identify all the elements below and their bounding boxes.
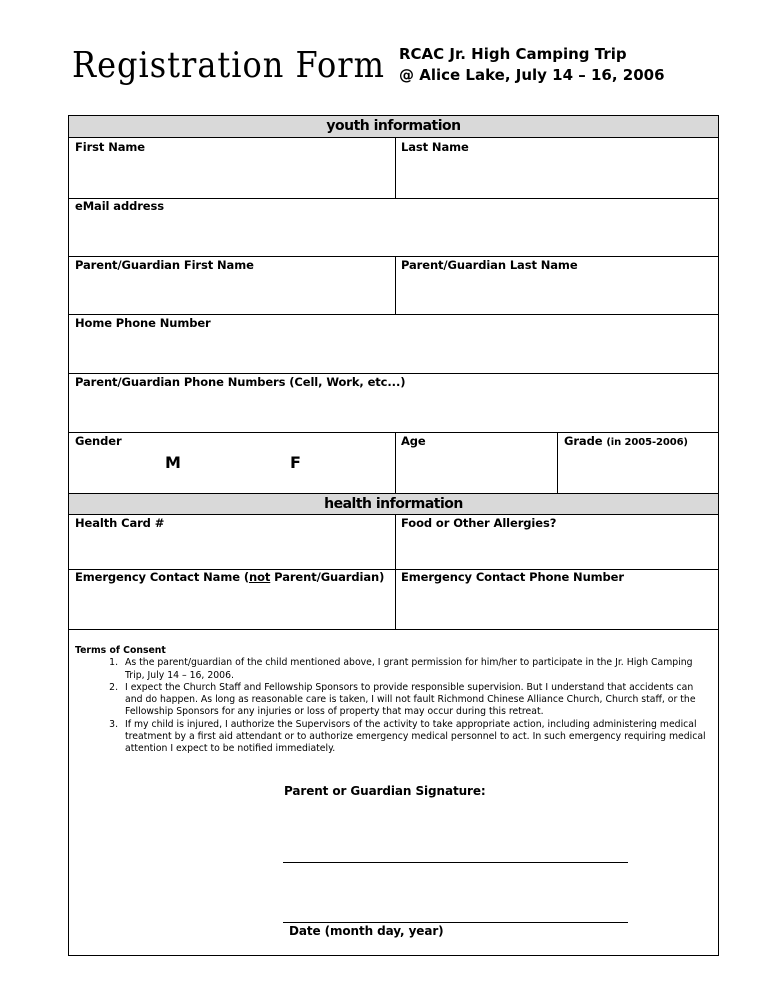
grade-note: (in 2005-2006) xyxy=(606,437,688,448)
home-phone-label: Home Phone Number xyxy=(75,316,211,330)
divider xyxy=(395,137,396,198)
youth-section-header: youth information xyxy=(69,116,718,137)
grade-label xyxy=(564,434,688,448)
form-title: Registration Form xyxy=(72,44,385,86)
divider xyxy=(69,629,718,630)
event-location-date: @ Alice Lake, July 14 – 16, 2006 xyxy=(399,66,665,84)
terms-list xyxy=(75,657,711,755)
divider xyxy=(69,198,718,199)
divider xyxy=(395,514,396,629)
form-frame xyxy=(68,115,719,956)
gender-label: Gender xyxy=(75,434,122,448)
allergies-label: Food or Other Allergies? xyxy=(401,516,557,530)
divider xyxy=(69,137,718,138)
terms-item: 2. I expect the Church Staff and Fellowship Sponsors to provide responsible supervision. But I understand that accidents can and do happen. As long as reasonable care is taken, I will not fault Richmond Chinese Alliance Church, Church staff, or the Fellowship Sponsors for any injuries or loss of property that may occur during this retreat. xyxy=(121,682,711,719)
emergency-name-prefix: Emergency Contact Name ( xyxy=(75,570,249,584)
signature-line[interactable] xyxy=(283,862,628,863)
health-section-header: health information xyxy=(69,494,718,514)
divider xyxy=(69,256,718,257)
date-label: Date (month day, year) xyxy=(289,924,444,938)
terms-of-consent xyxy=(75,645,711,756)
parent-first-name-label: Parent/Guardian First Name xyxy=(75,258,254,272)
date-line[interactable] xyxy=(283,922,628,923)
divider xyxy=(395,432,396,493)
health-card-label: Health Card # xyxy=(75,516,165,530)
age-label: Age xyxy=(401,434,426,448)
emergency-name-not: not xyxy=(248,570,271,584)
first-name-label: First Name xyxy=(75,140,145,154)
divider xyxy=(69,514,718,515)
parent-phones-label: Parent/Guardian Phone Numbers (Cell, Work, etc...) xyxy=(75,375,406,389)
terms-title: Terms of Consent xyxy=(75,645,166,656)
divider xyxy=(557,432,558,493)
event-name: RCAC Jr. High Camping Trip xyxy=(399,45,627,63)
divider xyxy=(395,256,396,314)
terms-item: 1. As the parent/guardian of the child mentioned above, I grant permission for him/her to participate in the Jr. High Camping Trip, July 14 – 16, 2006. xyxy=(121,657,711,682)
last-name-label: Last Name xyxy=(401,140,469,154)
signature-label: Parent or Guardian Signature: xyxy=(284,784,486,798)
emergency-contact-name-label xyxy=(75,570,384,584)
divider xyxy=(69,432,718,433)
gender-option-f[interactable]: F xyxy=(290,453,301,472)
parent-last-name-label: Parent/Guardian Last Name xyxy=(401,258,578,272)
terms-item: 3. If my child is injured, I authorize the Supervisors of the activity to take appropriate action, including administering medical treatment by a first aid attendant or to authorize emergency medical personnel to act. In such emergency requiring medical attention I expect to be notified immediately. xyxy=(121,719,711,756)
grade-text: Grade xyxy=(564,434,603,448)
divider xyxy=(69,314,718,315)
emergency-contact-phone-label: Emergency Contact Phone Number xyxy=(401,570,624,584)
email-label: eMail address xyxy=(75,199,164,213)
divider xyxy=(69,373,718,374)
gender-option-m[interactable]: M xyxy=(165,453,181,472)
emergency-name-suffix: Parent/Guardian) xyxy=(270,570,385,584)
